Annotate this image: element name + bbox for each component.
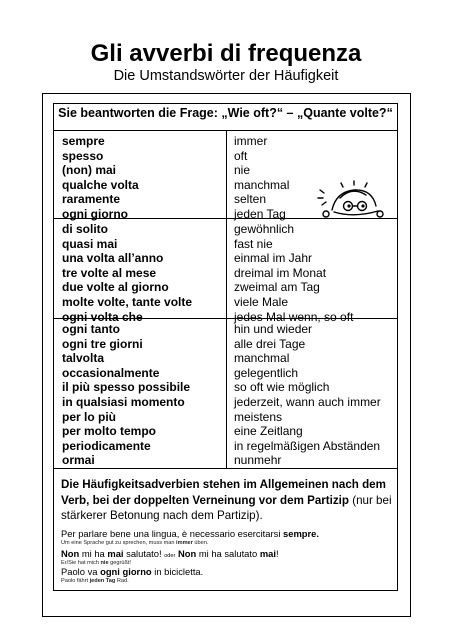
example-text: Er/Sie hat mich [61, 560, 101, 566]
adverb-german: in regelmäßigen Abständen [234, 438, 381, 453]
adverb-german: so oft wie möglich [234, 380, 330, 395]
adverb-german: zweimal am Tag [234, 280, 320, 295]
example-text: Um eine Sprache gut zu sprechen, muss man [61, 540, 177, 546]
adverb-italian: (non) mai [62, 163, 116, 178]
example-highlight: jeden Tag [89, 578, 116, 584]
example-highlight: mai [107, 548, 124, 559]
rule-bold: Die Häufigkeitsadverbien stehen im Allgemeinen nach dem Verb, bei der doppelten Verneinung vor dem Partizip [61, 478, 386, 507]
page-title: Gli avverbi di frequenza [90, 40, 362, 67]
adverb-german: immer [234, 134, 268, 148]
adverb-italian: occasionalmente [62, 365, 160, 380]
adverb-german: gewöhnlich [234, 222, 295, 236]
example-text: Paolo fährt [61, 578, 90, 584]
example-highlight: immer [176, 540, 193, 546]
adverb-german: viele Male [234, 295, 289, 309]
example-text: Per parlare bene una lingua, è necessario esercitarsi [61, 528, 284, 539]
rule-text [61, 477, 393, 524]
adverb-german: jeden Tag [234, 207, 286, 221]
adverb-german: manchmal [234, 351, 290, 366]
adverb-german: jedes Mal wenn, so oft [234, 309, 354, 324]
example-highlight: Non [175, 548, 197, 559]
example-text: salutato! [123, 548, 165, 559]
adverb-italian: una volta all’anno [62, 251, 164, 266]
adverb-italian: spesso [62, 148, 104, 163]
adverb-german: alle drei Tage [234, 336, 306, 351]
adverb-italian: ogni tanto [62, 322, 120, 336]
example-text: in bicicletta. [151, 566, 204, 577]
adverb-german: oft [234, 148, 248, 163]
adverb-german: fast nie [234, 236, 273, 251]
cyclist-icon [314, 180, 386, 220]
adverb-german: hin und wieder [234, 322, 313, 336]
example-highlight: ogni giorno [100, 566, 152, 577]
adverb-italian: ogni giorno [62, 207, 128, 221]
example-highlight: nie [100, 560, 109, 566]
adverb-german: jederzeit, wann auch immer [234, 395, 381, 409]
adverb-italian: ogni tre giorni [62, 336, 143, 351]
adverb-italian: raramente [62, 192, 121, 207]
adverb-italian: per lo più [62, 409, 116, 424]
adverb-italian: ogni volta che [62, 309, 143, 324]
adverb-italian: molte volte, tante volte [62, 295, 193, 309]
column-divider [226, 130, 227, 468]
page-subtitle: Die Umstandswörter der Häufigkeit [113, 68, 339, 84]
example-oder: oder [164, 553, 176, 559]
adverb-italian: di solito [62, 222, 108, 236]
example-highlight: mai [259, 548, 276, 559]
adverb-italian: ormai [62, 453, 95, 468]
adverb-italian: tre volte al mese [62, 265, 157, 280]
adverb-german: nie [234, 163, 251, 178]
adverb-italian: quasi mai [62, 236, 118, 251]
adverb-german: eine Zeitlang [234, 424, 303, 439]
question-header: Sie beantworten die Frage: „Wie oft?“ – „Quante volte?“ [58, 106, 393, 120]
adverb-german: manchmal [234, 177, 290, 192]
rule-normal: (nur bei stärkerer Betonung nach dem Partizip). [61, 493, 392, 522]
adverb-german: selten [234, 192, 267, 207]
example-text: mi ha [79, 548, 108, 559]
adverb-italian: il più spesso possibile [62, 380, 191, 395]
example-text: ! [275, 548, 279, 559]
example-text: mi ha salutato [196, 548, 260, 559]
adverb-italian: periodicamente [62, 438, 151, 453]
example-3-translation [61, 578, 129, 585]
adverb-german: meistens [234, 409, 283, 424]
example-text: üben. [192, 540, 209, 546]
adverb-italian: talvolta [62, 351, 105, 366]
adverb-italian: sempre [62, 134, 105, 148]
table-divider [53, 468, 398, 469]
example-text: Rad. [115, 578, 129, 584]
example-text: Paolo va [61, 566, 101, 577]
adverb-german: dreimal im Monat [234, 265, 327, 280]
adverb-german: nunmehr [234, 453, 282, 468]
adverb-german: gelegentlich [234, 365, 299, 380]
example-1 [61, 528, 319, 539]
example-3 [61, 566, 203, 577]
example-highlight: sempre. [283, 528, 319, 539]
adverb-italian: in qualsiasi momento [62, 395, 185, 409]
adverb-italian: per molto tempo [62, 424, 157, 439]
adverb-german: einmal im Jahr [234, 251, 313, 266]
example-highlight: Non [61, 548, 80, 559]
adverb-italian: due volte al giorno [62, 280, 169, 295]
adverb-italian: qualche volta [62, 177, 139, 192]
example-1-translation [61, 540, 208, 547]
example-text: gegrüßt! [108, 560, 131, 566]
